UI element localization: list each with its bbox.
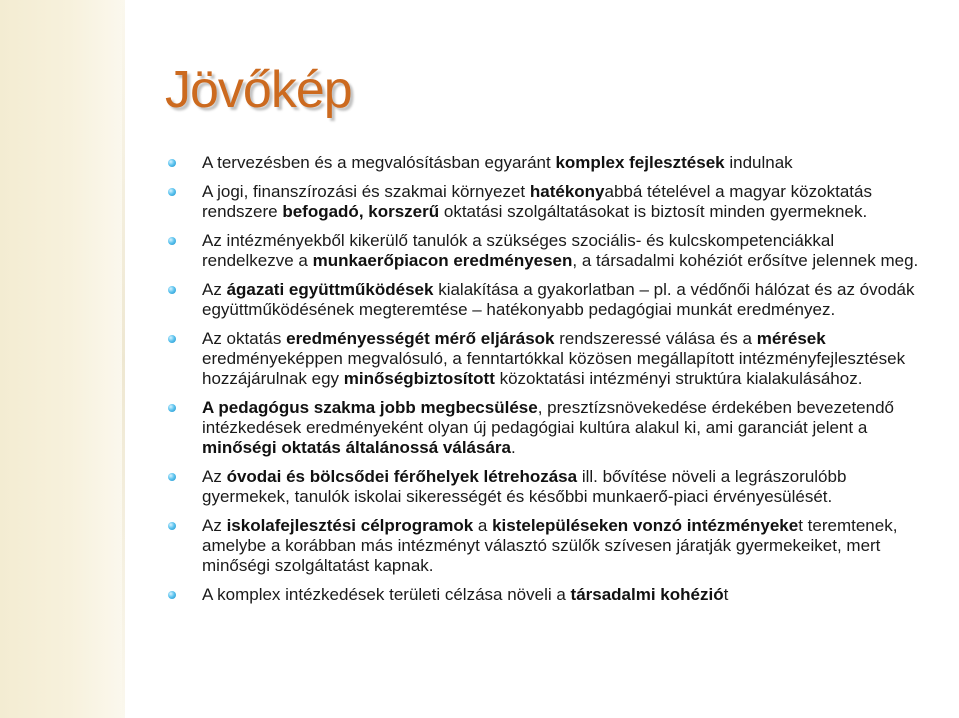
bullet-dot-icon (168, 522, 176, 530)
bullet-list (168, 153, 920, 614)
slide-title: Jövőkép (165, 61, 352, 119)
bullet-dot-icon (168, 591, 176, 599)
bullet-item (168, 398, 920, 458)
bullet-dot-icon (168, 159, 176, 167)
bullet-item (168, 585, 920, 605)
text-run: közoktatási intézményi struktúra kialakulásához. (494, 369, 863, 388)
bold-text: A pedagógus szakma jobb megbecsülése (202, 398, 538, 417)
text-run: Az (202, 467, 227, 486)
bullet-item (168, 467, 920, 507)
bold-text: hatékony (529, 182, 605, 201)
bullet-dot-icon (168, 473, 176, 481)
bullet-item (168, 153, 920, 173)
bullet-dot-icon (168, 404, 176, 412)
text-run: t (723, 585, 729, 604)
bullet-item (168, 280, 920, 320)
bold-text: óvodai és bölcsődei férőhelyek létrehozása (226, 467, 578, 486)
bullet-dot-icon (168, 286, 176, 294)
text-run: Az (202, 516, 227, 535)
bold-text: mérések (756, 329, 826, 348)
bold-text: ágazati együttműködések (226, 280, 434, 299)
bullet-dot-icon (168, 335, 176, 343)
text-run: , presztízsnövekedése érdekében bevezetendő intézkedések eredményeként olyan új pedagógiai kultúra alakul ki, ami garanciát jelent a (202, 398, 894, 437)
left-decorative-band (0, 0, 125, 718)
text-run: rendszeressé válása és a (554, 329, 757, 348)
text-run: A jogi, finanszírozási és szakmai környezet (202, 182, 530, 201)
bold-text: iskolafejlesztési célprogramok (226, 516, 474, 535)
bullet-item (168, 329, 920, 389)
bullet-dot-icon (168, 188, 176, 196)
text-run: eredményeképpen megvalósuló, a fenntartókkal közösen megállapított intézményfejlesztések hozzájárulnak egy (202, 349, 906, 388)
bold-text: befogadó, korszerű (282, 202, 440, 221)
text-run: kialakítása a gyakorlatban – pl. a védőnői hálózat és az óvodák együttműködésének megteremtése – hatékonyabb pedagógiai munkát eredményez. (202, 280, 915, 319)
bold-text: társadalmi kohézió (570, 585, 724, 604)
text-run: a (473, 516, 493, 535)
text-run: A komplex intézkedések területi célzása növeli a (202, 585, 571, 604)
text-run: ill. bővítése növeli a legrászorulóbb gyermekek, tanulók iskolai sikerességét és későbbi munkaerő-piaci érvényesülését. (202, 467, 847, 506)
bullet-dot-icon (168, 237, 176, 245)
bullet-item (168, 182, 920, 222)
bullet-item (168, 231, 920, 271)
text-run: Az intézményekből kikerülő tanulók a szükséges szociális- és kulcskompetenciákkal rendelkezve a (202, 231, 835, 270)
bold-text: minőségbiztosított (343, 369, 495, 388)
text-run: , a társadalmi kohéziót erősítve jelennek meg. (572, 251, 919, 270)
text-run: oktatási szolgáltatásokat is biztosít minden gyermeknek. (439, 202, 868, 221)
text-run: . (511, 438, 516, 457)
text-run: t teremtenek, amelybe a korábban más intézményt választó szülők szívesen járatják gyermekeiket, mert minőségi szolgáltatást kapnak. (202, 516, 898, 575)
bold-text: munkaerőpiacon eredményesen (312, 251, 573, 270)
bold-text: minőségi oktatás általánossá válására (202, 438, 511, 457)
bold-text: eredményességét mérő eljárások (286, 329, 555, 348)
text-run: Az (202, 280, 227, 299)
text-run: A tervezésben és a megvalósításban egyaránt (202, 153, 556, 172)
text-run: indulnak (724, 153, 793, 172)
text-run: abbá tételével a magyar közoktatás rendszere (202, 182, 872, 221)
bold-text: komplex fejlesztések (555, 153, 725, 172)
bullet-item (168, 516, 920, 576)
text-run: Az oktatás (202, 329, 287, 348)
bold-text: kistelepüléseken vonzó intézményeke (492, 516, 799, 535)
